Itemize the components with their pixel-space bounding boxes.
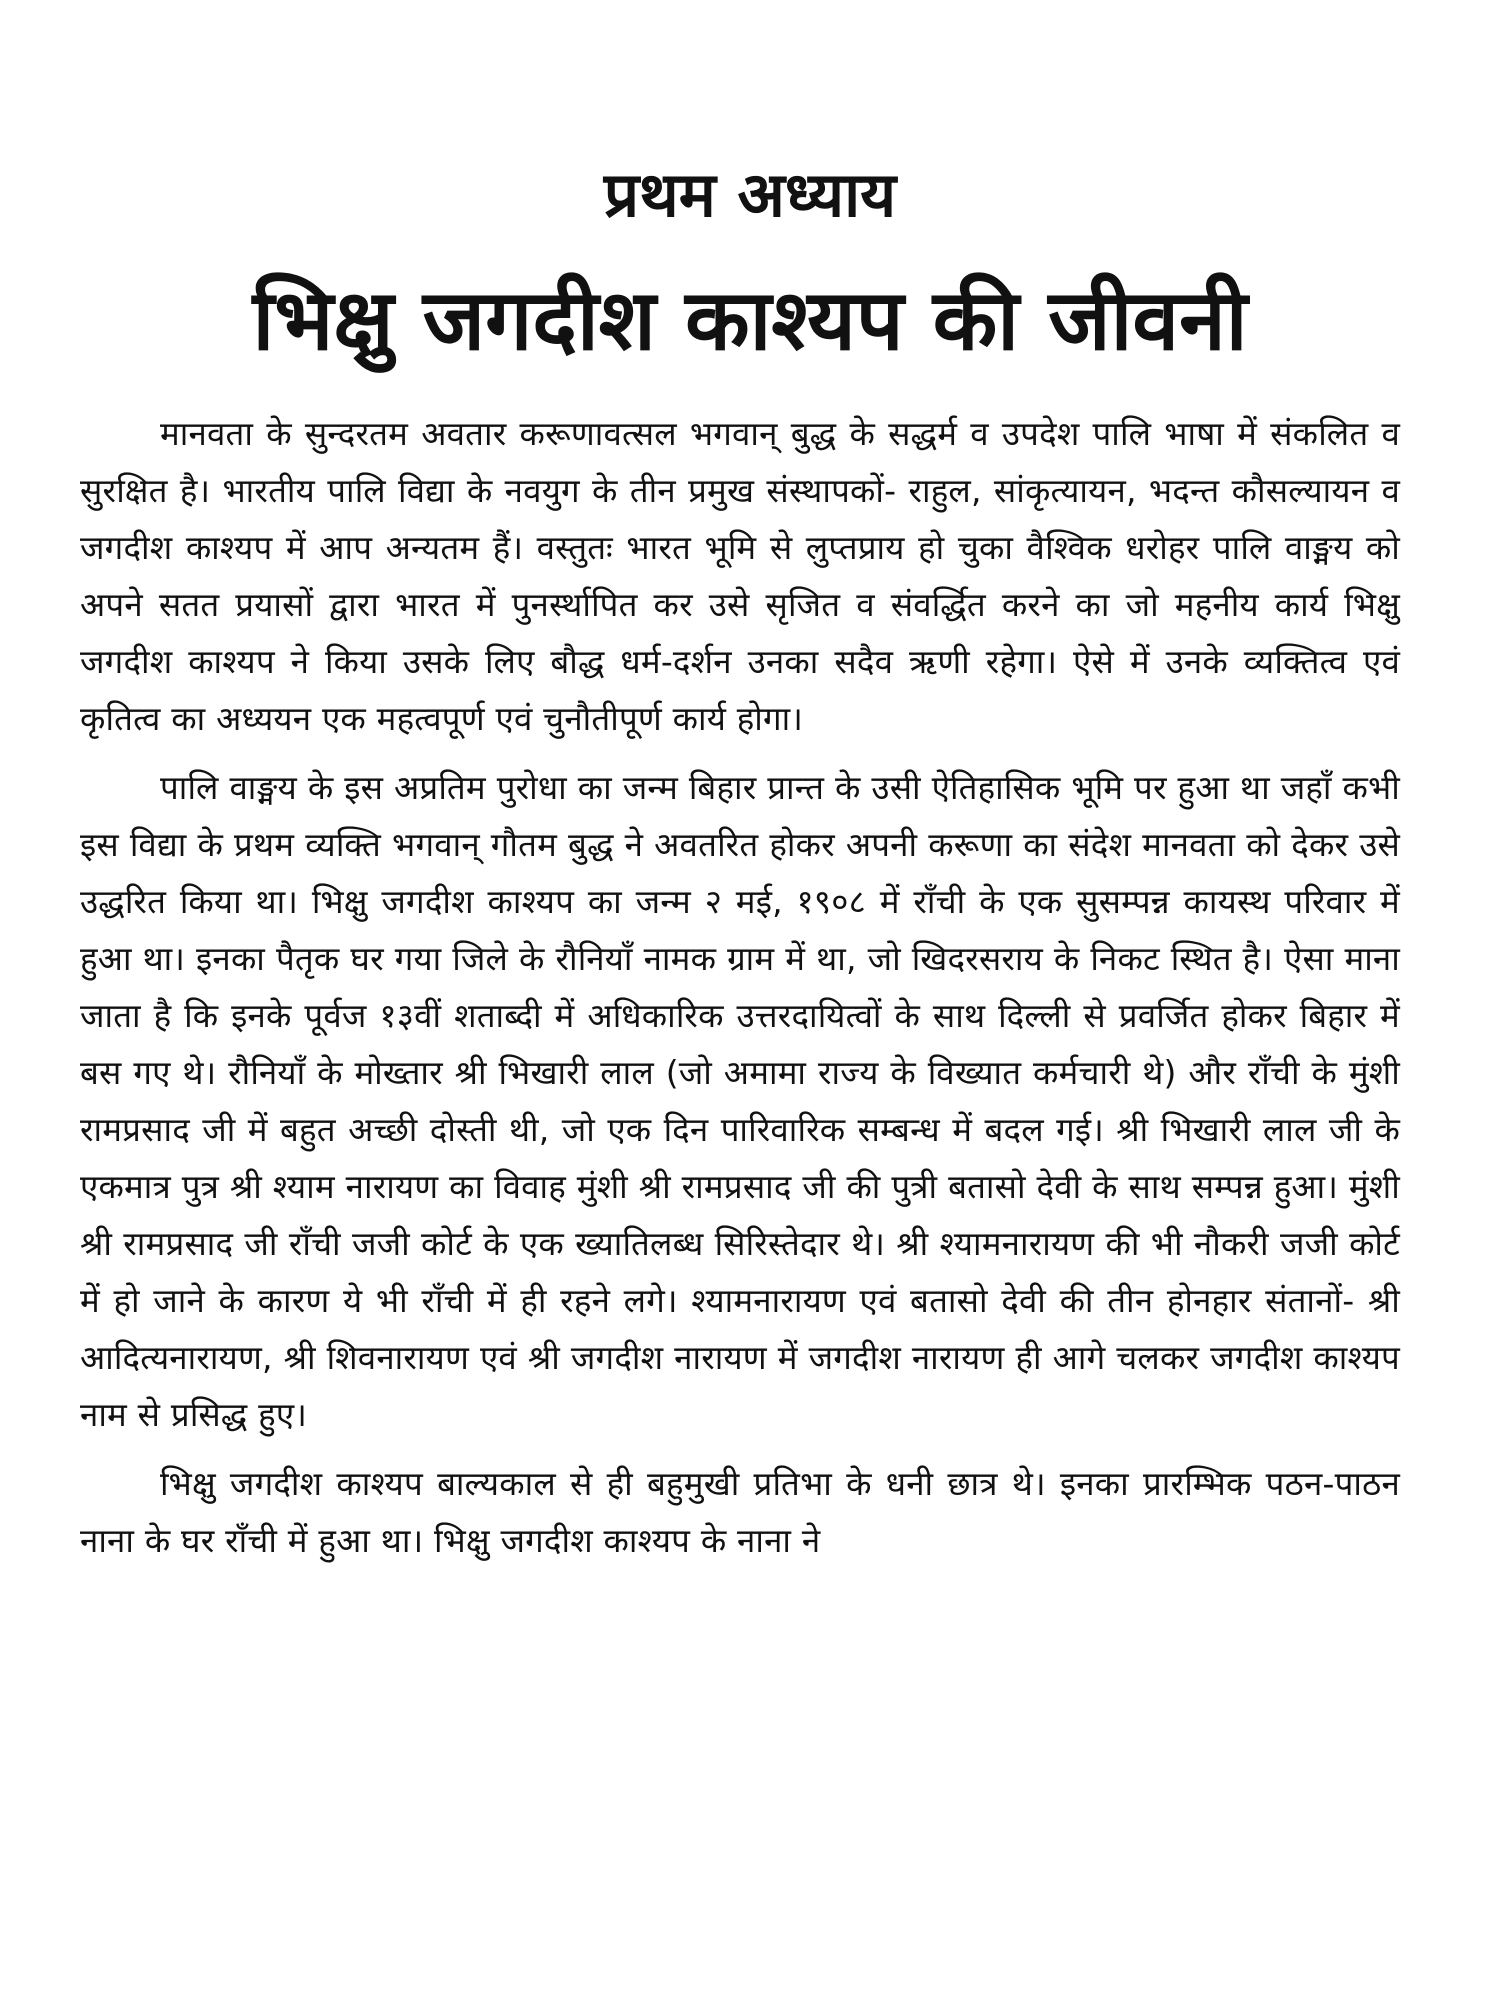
- chapter-heading: प्रथम अध्याय: [603, 158, 897, 231]
- paragraph-birth-family: पालि वाङ्मय के इस अप्रतिम पुरोधा का जन्म बिहार प्रान्त के उसी ऐतिहासिक भूमि पर हुआ था जहाँ कभी इस विद्या के प्रथम व्यक्ति भगवान् गौतम बुद्ध ने अवतरित होकर अपनी करूणा का संदेश मानवता को देकर उसे उद्धरित किया था। भिक्षु जगदीश काश्यप का जन्म २ मई, १९०८ में राँची के एक सुसम्पन्न कायस्थ परिवार में हुआ था। इनका पैतृक घर गया जिले के रौनियाँ नामक ग्राम में था, जो खिदरसराय के निकट स्थित है। ऐसा माना जाता है कि इनके पूर्वज १३वीं शताब्दी में अधिकारिक उत्तरदायित्वों के साथ दिल्ली से प्रवर्जित होकर बिहार में बस गए थे। रौनियाँ के मोख्तार श्री भिखारी लाल (जो अमामा राज्य के विख्यात कर्मचारी थे) और राँची के मुंशी रामप्रसाद जी में बहुत अच्छी दोस्ती थी, जो एक दिन पारिवारिक सम्बन्ध में बदल गई। श्री भिखारी लाल जी के एकमात्र पुत्र श्री श्याम नारायण का विवाह मुंशी श्री रामप्रसाद जी की पुत्री बतासो देवी के साथ सम्पन्न हुआ। मुंशी श्री रामप्रसाद जी राँची जजी कोर्ट के एक ख्यातिलब्ध सिरिस्तेदार थे। श्री श्यामनारायण की भी नौकरी जजी कोर्ट में हो जाने के कारण ये भी राँची में ही रहने लगे। श्यामनारायण एवं बतासो देवी की तीन होनहार संतानों- श्री आदित्यनारायण, श्री शिवनारायण एवं श्री जगदीश नारायण में जगदीश नारायण ही आगे चलकर जगदीश काश्यप नाम से प्रसिद्ध हुए।: [80, 768, 1400, 1434]
- paragraph-early-education: भिक्षु जगदीश काश्यप बाल्यकाल से ही बहुमुखी प्रतिभा के धनी छात्र थे। इनका प्रारम्भिक पठन-पाठन नाना के घर राँची में हुआ था। भिक्षु जगदीश काश्यप के नाना ने: [80, 1464, 1400, 1560]
- paragraph-intro: मानवता के सुन्दरतम अवतार करूणावत्सल भगवान् बुद्ध के सद्धर्म व उपदेश पालि भाषा में संकलित व सुरक्षित है। भारतीय पालि विद्या के नवयुग के तीन प्रमुख संस्थापकों- राहुल, सांकृत्यायन, भदन्त कौसल्यायन व जगदीश काश्यप में आप अन्यतम हैं। वस्तुतः भारत भूमि से लुप्तप्राय हो चुका वैश्विक धरोहर पालि वाङ्मय को अपने सतत प्रयासों द्वारा भारत में पुनर्स्थापित कर उसे सृजित व संवर्द्धित करने का जो महनीय कार्य भिक्षु जगदीश काश्यप ने किया उसके लिए बौद्ध धर्म-दर्शन उनका सदैव ऋणी रहेगा। ऐसे में उनके व्यक्तित्व एवं कृतित्व का अध्ययन एक महत्वपूर्ण एवं चुनौतीपूर्ण कार्य होगा।: [80, 414, 1400, 738]
- chapter-title: भिक्षु जगदीश काश्यप की जीवनी: [252, 271, 1248, 369]
